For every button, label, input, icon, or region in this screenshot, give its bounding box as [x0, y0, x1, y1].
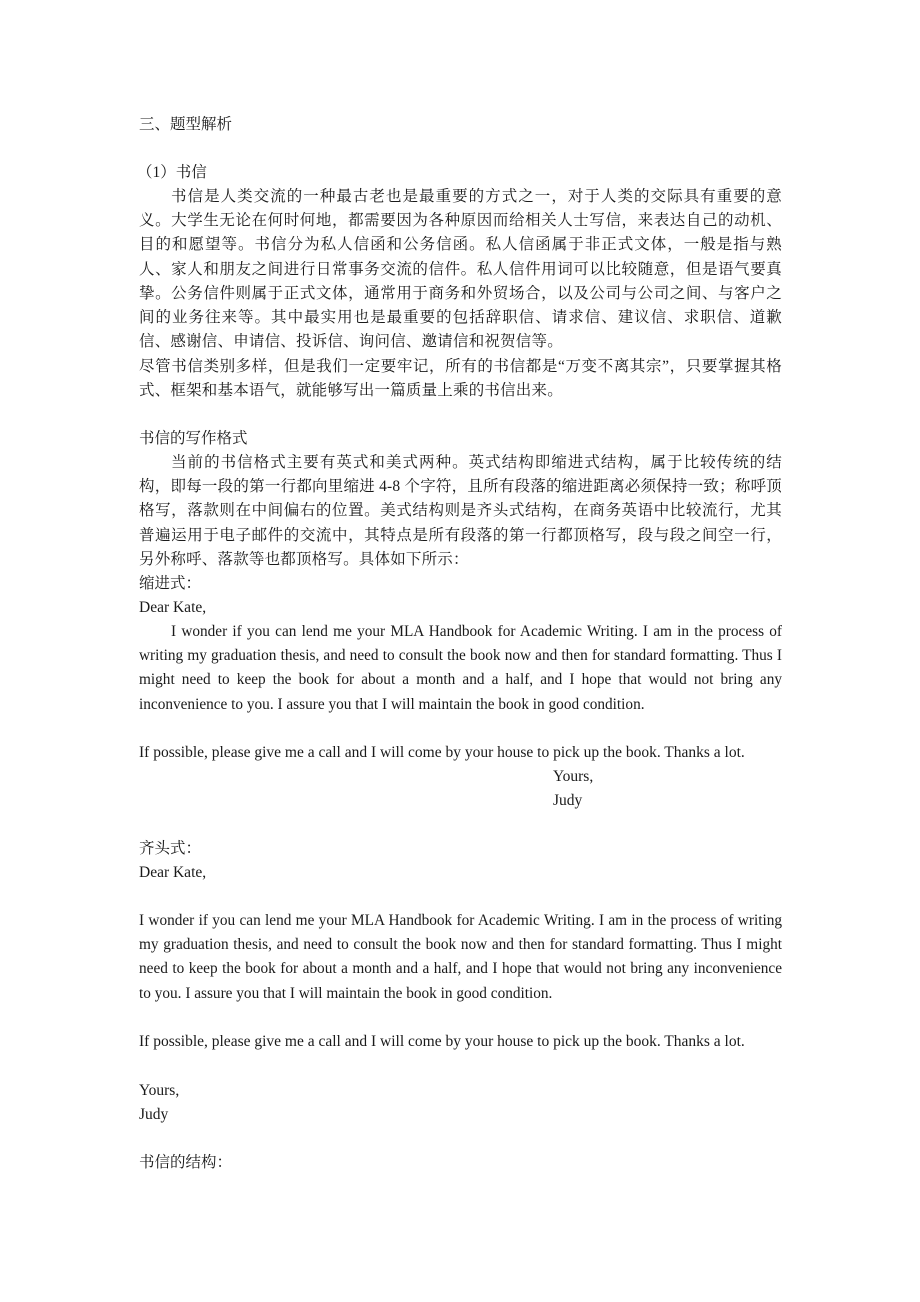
structure-heading: 书信的结构：: [139, 1154, 233, 1171]
indented-style-label: 缩进式：: [139, 575, 202, 592]
section-heading: 三、题型解析: [139, 116, 233, 133]
intro-paragraph-1: 书信是人类交流的一种最古老也是最重要的方式之一，对于人类的交际具有重要的意义。大学生无论在何时何地，都需要因为各种原因而给相关人士写信，来表达自己的动机、目的和愿望等。书信分为私人信函和公务信函。私人信函属于非正式文体，一般是指与熟人、家人和朋友之间进行日常事务交流的信件。私人信件用词可以比较随意，但是语气要真挚。公务信件则属于正式文体，通常用于商务和外贸场合，以及公司与公司之间、与客户之间的业务往来等。其中最实用也是最重要的包括辞职信、请求信、建议信、求职信、道歉信、感谢信、申请信、投诉信、询问信、邀请信和祝贺信等。: [139, 188, 782, 351]
block-signature: Judy: [139, 1106, 169, 1123]
indented-body-paragraph-2: If possible, please give me a call and I will come by your house to pick up the book. Thanks a lot.: [139, 744, 745, 761]
indented-closing: Yours,: [553, 768, 594, 785]
format-paragraph: 当前的书信格式主要有英式和美式两种。英式结构即缩进式结构，属于比较传统的结构，即每一段的第一行都向里缩进 4-8 个字符，且所有段落的缩进距离必须保持一致；称呼顶格写，落款则在中间偏右的位置。美式结构则是齐头式结构，在商务英语中比较流行，尤其普遍运用于电子邮件的交流中，其特点是所有段落的第一行都顶格写，段与段之间空一行，另外称呼、落款等也都顶格写。具体如下所示：: [139, 454, 782, 568]
indented-signature: Judy: [553, 792, 583, 809]
subheading-letter: （1）书信: [137, 164, 207, 181]
indented-body-paragraph-1: I wonder if you can lend me your MLA Handbook for Academic Writing. I am in the process of writing my graduation thesis, and need to consult the book now and then for standard formatting. Thus I might need to keep the book for about a month and a half, and I hope that would not bring any inconvenience to you. I assure you that I will maintain the book in good condition.: [139, 623, 782, 713]
block-style-label: 齐头式：: [139, 840, 202, 857]
block-body-paragraph-1: I wonder if you can lend me your MLA Handbook for Academic Writing. I am in the process of writing my graduation thesis, and need to consult the book now and then for standard formatting. Thus I might need to keep the book for about a month and a half, and I hope that would not bring any inconvenience to you. I assure you that I will maintain the book in good condition.: [139, 912, 782, 1002]
intro-paragraph-2: 尽管书信类别多样，但是我们一定要牢记，所有的书信都是“万变不离其宗”，只要掌握其格式、框架和基本语气，就能够写出一篇质量上乘的书信出来。: [139, 358, 782, 400]
block-body-paragraph-2: If possible, please give me a call and I will come by your house to pick up the book. Thanks a lot.: [139, 1033, 745, 1050]
block-salutation: Dear Kate,: [139, 864, 207, 881]
block-closing: Yours,: [139, 1082, 180, 1099]
indented-salutation: Dear Kate,: [139, 599, 207, 616]
format-heading: 书信的写作格式: [139, 430, 248, 447]
